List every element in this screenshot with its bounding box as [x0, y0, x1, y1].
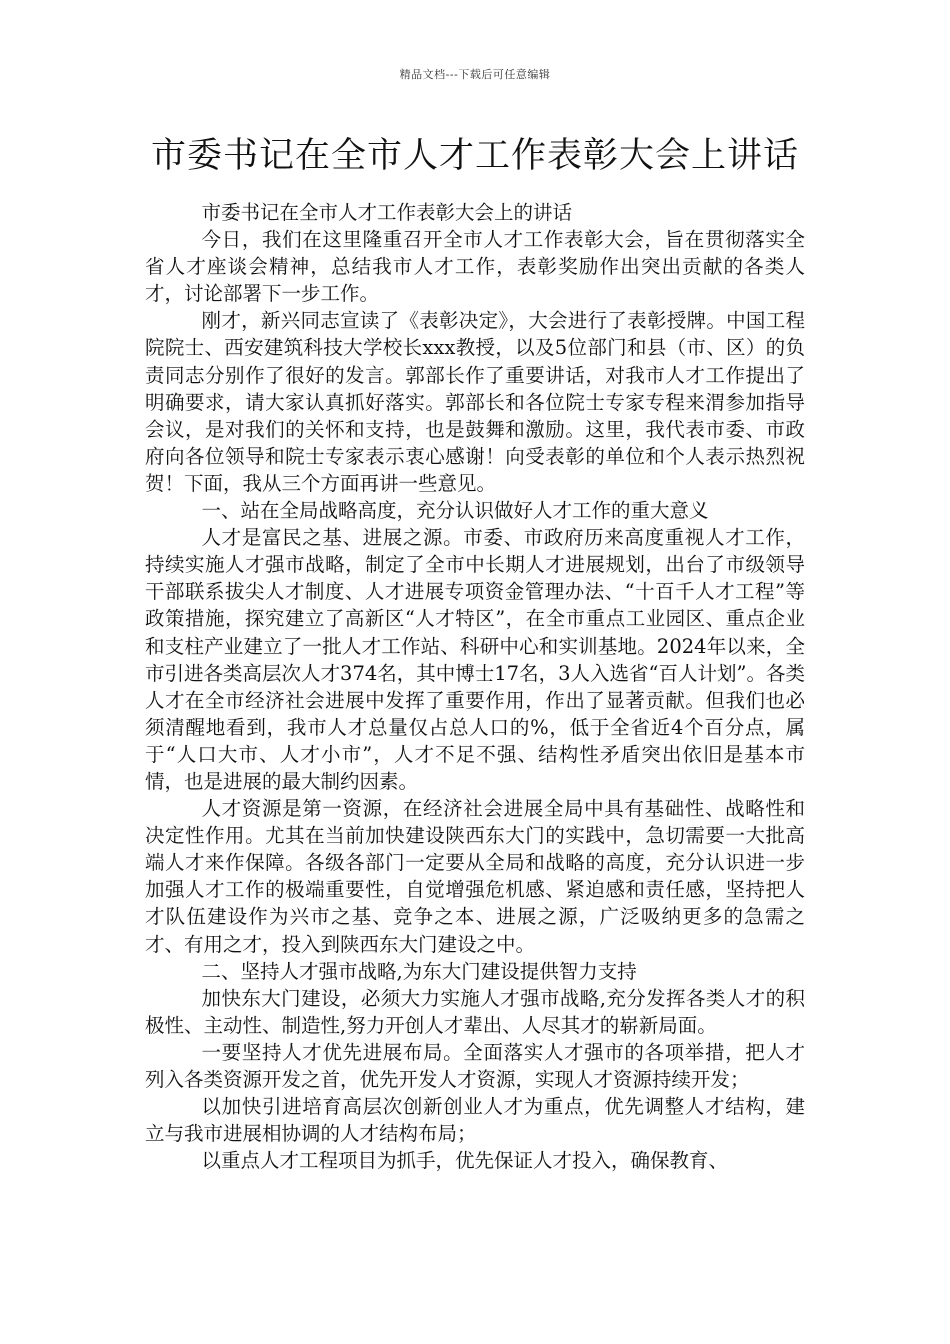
header-note: 精品文档---下载后可任意编辑	[399, 68, 551, 81]
paragraph: 以重点人才工程项目为抓手，优先保证人才投入，确保教育、	[201, 1149, 729, 1173]
paragraph: 今日，我们在这里隆重召开全市人才工作表彰大会，旨在贯彻落实全省人才座谈会精神，总结我市人才工作，表彰奖励作出突出贡献的各类人才，讨论部署下一步工作。	[145, 228, 805, 306]
page-title: 市委书记在全市人才工作表彰大会上讲话	[150, 136, 799, 176]
document-body	[145, 199, 805, 1174]
paragraph: 以加快引进培育高层次创新创业人才为重点，优先调整人才结构，建立与我市进展相协调的人才结构布局；	[145, 1095, 805, 1146]
paragraph: 市委书记在全市人才工作表彰大会上的讲话	[201, 201, 573, 224]
paragraph: 刚才，新兴同志宣读了《表彰决定》，大会进行了表彰授牌。中国工程院院士、西安建筑科技大学校长xxx教授，以及5位部门和县（市、区）的负责同志分别作了很好的发言。郭部长作了重要讲话，对我市人才工作提出了明确要求，请大家认真抓好落实。郭部长和各位院士专家专程来渭参加指导会议，是对我们的关怀和支持，也是鼓舞和激励。这里，我代表市委、市政府向各位领导和院士专家表示衷心感谢！向受表彰的单位和个人表示热烈祝贺！下面，我从三个方面再讲一些意见。	[145, 309, 805, 495]
paragraph: 加快东大门建设，必须大力实施人才强市战略,充分发挥各类人才的积极性、主动性、制造性,努力开创人才辈出、人尽其才的崭新局面。	[145, 986, 805, 1037]
paragraph: 一要坚持人才优先进展布局。全面落实人才强市的各项举措，把人才列入各类资源开发之首，优先开发人才资源，实现人才资源持续开发；	[145, 1040, 805, 1091]
paragraph: 人才资源是第一资源，在经济社会进展全局中具有基础性、战略性和决定性作用。尤其在当前加快建设陕西东大门的实践中，急切需要一大批高端人才来作保障。各级各部门一定要从全局和战略的高度，充分认识进一步加强人才工作的极端重要性，自觉增强危机感、紧迫感和责任感，坚持把人才队伍建设作为兴市之基、竞争之本、进展之源，广泛吸纳更多的急需之才、有用之才，投入到陕西东大门建设之中。	[145, 797, 805, 956]
section-heading: 二、坚持人才强市战略,为东大门建设提供智力支持	[201, 959, 637, 983]
section-heading: 一、站在全局战略高度，充分认识做好人才工作的重大意义	[201, 499, 709, 523]
paragraph: 人才是富民之基、进展之源。市委、市政府历来高度重视人才工作，持续实施人才强市战略，制定了全市中长期人才进展规划，出台了市级领导干部联系拔尖人才制度、人才进展专项资金管理办法、“十百千人才工程”等政策措施，探究建立了高新区“人才特区”，在全市重点工业园区、重点企业和支柱产业建立了一批人才工作站、科研中心和实训基地。2024年以来，全市引进各类高层次人才374名，其中博士17名，3人入选省“百人计划”。各类人才在全市经济社会进展中发挥了重要作用，作出了显著贡献。但我们也必须清醒地看到，我市人才总量仅占总人口的%，低于全省近4个百分点，属于“人口大市、人才小市”，人才不足不强、结构性矛盾突出依旧是基本市情，也是进展的最大制约因素。	[145, 526, 805, 793]
